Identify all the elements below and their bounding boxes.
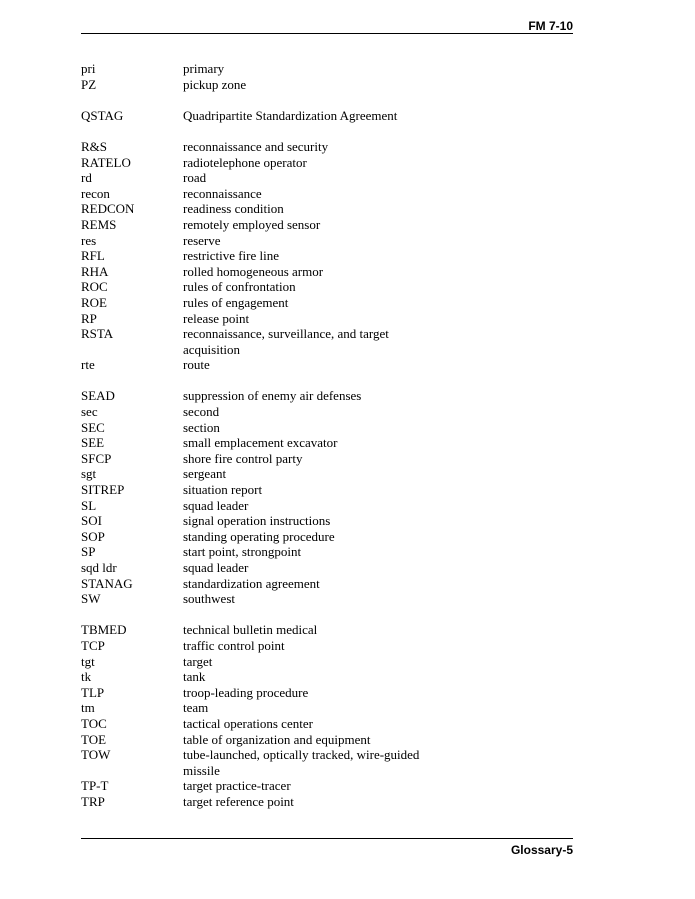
glossary-definition: primary	[183, 61, 225, 76]
glossary-definition: shore fire control party	[183, 450, 303, 466]
glossary-abbreviation: pri	[81, 61, 96, 76]
glossary-abbreviation: TOE	[81, 731, 107, 747]
glossary-entry	[81, 186, 573, 202]
glossary-abbreviation: RSTA	[81, 326, 114, 342]
glossary-abbreviation: SP	[81, 544, 96, 560]
glossary-abbreviation: PZ	[81, 76, 97, 92]
glossary-definition: small emplacement excavator	[183, 435, 338, 451]
glossary-definition: rules of engagement	[183, 294, 289, 310]
glossary-abbreviation: SEE	[81, 435, 105, 451]
glossary-abbreviation: RP	[81, 310, 97, 326]
glossary-abbreviation: STANAG	[81, 575, 133, 591]
glossary-entry	[81, 654, 573, 670]
glossary-entry	[81, 498, 573, 514]
glossary-entry	[81, 170, 573, 186]
glossary-abbreviation: sqd ldr	[81, 560, 117, 575]
glossary-entry	[81, 529, 573, 545]
glossary-abbreviation: res	[81, 232, 97, 248]
glossary-entry	[81, 778, 573, 794]
glossary-definition: squad leader	[183, 560, 249, 575]
glossary-abbreviation: SFCP	[81, 450, 112, 466]
glossary-entry	[81, 108, 573, 124]
glossary-entry	[81, 248, 573, 264]
glossary-definition: standardization agreement	[183, 575, 320, 591]
glossary-definition: target	[183, 653, 213, 669]
glossary-definition: pickup zone	[183, 76, 247, 92]
glossary-abbreviation: SL	[81, 497, 97, 513]
glossary-definition: target reference point	[183, 793, 294, 809]
glossary-entry	[81, 139, 573, 155]
glossary-group	[81, 61, 573, 92]
glossary-entry	[81, 311, 573, 327]
glossary-definition: squad leader	[183, 497, 249, 513]
glossary-definition: tank	[183, 669, 206, 685]
glossary-abbreviation: sgt	[81, 466, 97, 482]
glossary-abbreviation: REMS	[81, 216, 117, 232]
footer-rule	[81, 838, 573, 839]
glossary-definition: team	[183, 700, 209, 716]
glossary-entry	[81, 388, 573, 404]
glossary-entry	[81, 357, 573, 373]
glossary-definition: southwest	[183, 591, 235, 607]
glossary-definition: route	[183, 357, 210, 373]
glossary-abbreviation: TP-T	[81, 778, 109, 794]
glossary-entry	[81, 326, 573, 357]
glossary-abbreviation: RHA	[81, 263, 109, 279]
glossary-abbreviation: TRP	[81, 793, 105, 809]
glossary-abbreviation: TOC	[81, 715, 107, 731]
glossary-entry	[81, 217, 573, 233]
glossary-definition: start point, strongpoint	[183, 544, 302, 560]
glossary-definition: table of organization and equipment	[183, 731, 371, 747]
glossary-abbreviation: QSTAG	[81, 107, 124, 123]
glossary-abbreviation: R&S	[81, 138, 108, 154]
glossary-abbreviation: recon	[81, 185, 110, 201]
glossary-definition: readiness condition	[183, 201, 284, 217]
glossary-entry	[81, 591, 573, 607]
glossary-entry	[81, 201, 573, 217]
glossary-entry	[81, 732, 573, 748]
glossary-entry	[81, 233, 573, 249]
glossary-definition: radiotelephone operator	[183, 154, 307, 170]
glossary-definition: suppression of enemy air defenses	[183, 388, 362, 404]
glossary-abbreviation: SOI	[81, 513, 102, 529]
glossary-entry	[81, 669, 573, 685]
page-label: Glossary-5	[510, 843, 573, 857]
glossary-group	[81, 622, 573, 809]
glossary-entry	[81, 482, 573, 498]
glossary-abbreviation: tgt	[81, 653, 95, 669]
glossary-entry	[81, 560, 573, 576]
glossary-definition: standing operating procedure	[183, 528, 335, 544]
glossary-definition: troop-leading procedure	[183, 684, 309, 700]
glossary-abbreviation: SITREP	[81, 482, 125, 498]
glossary-abbreviation: rd	[81, 170, 92, 186]
glossary-definition: reconnaissance and security	[183, 138, 329, 154]
glossary-abbreviation: TCP	[81, 637, 105, 653]
glossary-entry	[81, 77, 573, 93]
glossary-entry	[81, 264, 573, 280]
glossary-entry	[81, 685, 573, 701]
glossary-entry	[81, 451, 573, 467]
glossary-entry	[81, 61, 573, 77]
glossary-definition: rules of confrontation	[183, 279, 296, 295]
glossary-entry	[81, 295, 573, 311]
glossary-entry	[81, 622, 573, 638]
glossary-definition: reconnaissance, surveillance, and target acquisition	[183, 326, 389, 357]
glossary-definition: road	[183, 170, 207, 186]
glossary-definition: signal operation instructions	[183, 513, 331, 529]
glossary-group	[81, 139, 573, 373]
glossary-abbreviation: tk	[81, 669, 92, 685]
glossary-entry	[81, 404, 573, 420]
glossary-abbreviation: RFL	[81, 248, 105, 264]
glossary-definition: section	[183, 419, 220, 435]
glossary-abbreviation: TLP	[81, 684, 105, 700]
glossary-abbreviation: ROC	[81, 279, 108, 295]
glossary-definition: reserve	[183, 232, 221, 248]
glossary-abbreviation: SEC	[81, 419, 105, 435]
glossary-definition: release point	[183, 310, 250, 326]
glossary-entry	[81, 435, 573, 451]
glossary-entry	[81, 576, 573, 592]
glossary-definition: restrictive fire line	[183, 248, 280, 264]
glossary-abbreviation: ROE	[81, 294, 107, 310]
glossary-entry	[81, 700, 573, 716]
glossary-abbreviation: sec	[81, 404, 98, 420]
glossary-abbreviation: REDCON	[81, 201, 135, 217]
glossary-entry	[81, 747, 573, 778]
glossary-definition: traffic control point	[183, 637, 285, 653]
glossary-definition: tube-launched, optically tracked, wire-guided missile	[183, 747, 420, 778]
glossary-definition: remotely employed sensor	[183, 216, 321, 232]
glossary-definition: technical bulletin medical	[183, 622, 318, 638]
glossary-definition: target practice-tracer	[183, 778, 291, 794]
glossary-list	[81, 61, 573, 810]
glossary-entry	[81, 279, 573, 295]
glossary-abbreviation: RATELO	[81, 154, 131, 170]
glossary-entry	[81, 466, 573, 482]
glossary-entry	[81, 513, 573, 529]
glossary-group	[81, 108, 573, 124]
manual-id: FM 7-10	[528, 19, 573, 33]
glossary-entry	[81, 794, 573, 810]
glossary-abbreviation: TOW	[81, 747, 111, 763]
glossary-definition: sergeant	[183, 466, 227, 482]
glossary-abbreviation: TBMED	[81, 622, 127, 638]
glossary-definition: second	[183, 404, 220, 420]
glossary-entry	[81, 544, 573, 560]
glossary-entry	[81, 716, 573, 732]
header-rule	[81, 33, 573, 34]
glossary-definition: Quadripartite Standardization Agreement	[183, 107, 398, 123]
glossary-abbreviation: SW	[81, 591, 101, 607]
glossary-entry	[81, 420, 573, 436]
glossary-abbreviation: rte	[81, 357, 95, 373]
glossary-definition: rolled homogeneous armor	[183, 263, 324, 279]
glossary-definition: tactical operations center	[183, 715, 313, 731]
glossary-abbreviation: tm	[81, 700, 95, 716]
glossary-abbreviation: SOP	[81, 528, 105, 544]
glossary-definition: situation report	[183, 482, 263, 498]
glossary-entry	[81, 155, 573, 171]
glossary-entry	[81, 638, 573, 654]
glossary-group	[81, 388, 573, 606]
glossary-abbreviation: SEAD	[81, 388, 115, 404]
glossary-definition: reconnaissance	[183, 185, 262, 201]
